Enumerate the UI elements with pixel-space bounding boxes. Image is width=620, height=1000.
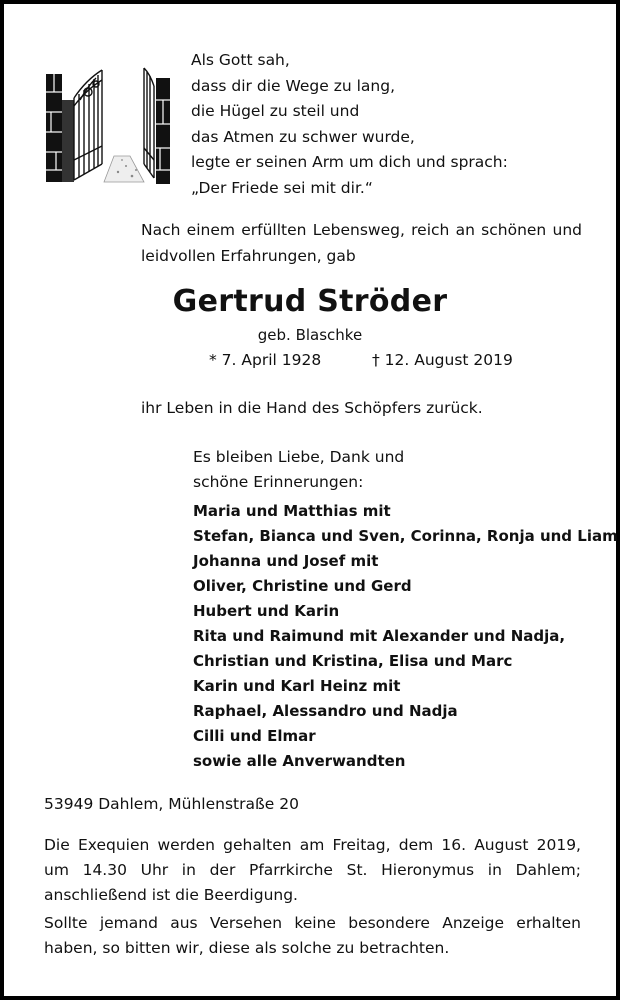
remain-line: schöne Erinnerungen:	[193, 473, 364, 491]
family-line: Hubert und Karin	[193, 602, 340, 620]
family-line: Karin und Karl Heinz mit	[193, 677, 401, 695]
poem-line: dass dir die Wege zu lang,	[191, 76, 396, 95]
family-line: Christian und Kristina, Elisa und Marc	[193, 652, 513, 670]
family-list	[193, 499, 618, 774]
poem-line: „Der Friede sei mit dir.“	[191, 178, 373, 197]
intro-text: Nach einem erfüllten Lebensweg, reich an schönen und leidvollen Erfahrungen, gab	[141, 221, 582, 265]
family-line: Maria und Matthias mit	[193, 502, 391, 520]
birth-name: geb. Blaschke	[257, 326, 363, 344]
poem-line: legte er seinen Arm um dich und sprach:	[191, 153, 508, 171]
birth-date: * 7. April 1928	[209, 351, 322, 369]
poem-line: das Atmen zu schwer wurde,	[191, 127, 415, 146]
death-date: † 12. August 2019	[372, 351, 513, 369]
family-line: sowie alle Anverwandten	[193, 752, 406, 770]
family-line: Cilli und Elmar	[193, 727, 316, 745]
family-line: Oliver, Christine und Gerd	[193, 577, 412, 595]
family-line: Johanna und Josef mit	[193, 552, 379, 570]
family-line: Stefan, Bianca und Sven, Corinna, Ronja und Liam	[193, 527, 618, 545]
remain-text	[193, 445, 404, 495]
funeral-info: Die Exequien werden gehalten am Freitag, dem 16. August 2019, um 14.30 Uhr in der Pfarrkirche St. Hieronymus in Dahlem; anschließend ist die Beerdigung.	[44, 836, 581, 904]
remain-line: Es bleiben Liebe, Dank und	[193, 448, 405, 466]
notice-text: Sollte jemand aus Versehen keine besondere Anzeige erhalten haben, so bitten wir, diese als solche zu betrachten.	[44, 914, 581, 957]
family-line: Raphael, Alessandro und Nadja	[193, 702, 458, 720]
address: 53949 Dahlem, Mühlenstraße 20	[44, 795, 299, 813]
poem	[191, 48, 508, 201]
family-line: Rita und Raimund mit Alexander und Nadja,	[193, 627, 566, 645]
poem-line: die Hügel zu steil und	[191, 102, 360, 120]
deceased-name: Gertrud Ströder	[172, 284, 448, 319]
poem-line: Als Gott sah,	[191, 51, 290, 69]
closing-text: ihr Leben in die Hand des Schöpfers zurück.	[141, 399, 483, 417]
garden-gate-illustration	[44, 60, 172, 186]
